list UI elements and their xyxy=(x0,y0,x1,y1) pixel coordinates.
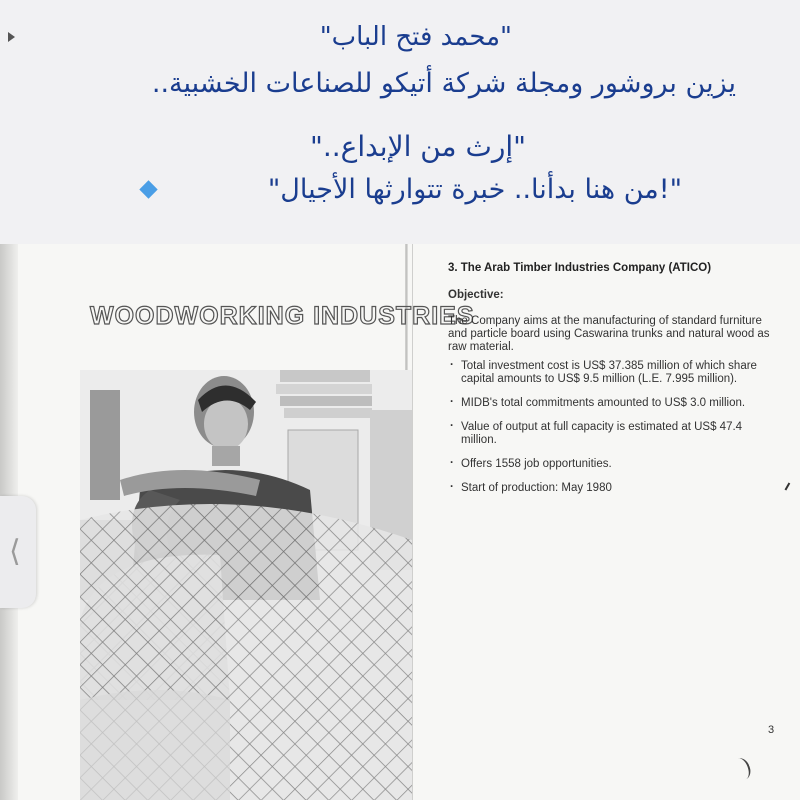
worker-photo xyxy=(80,370,412,800)
brochure-title: WOODWORKING INDUSTRIES xyxy=(90,302,475,330)
post-caption xyxy=(0,0,800,240)
facts-list xyxy=(448,360,778,495)
objective-paragraph: The Company aims at the manufacturing of standard furniture and particle board using Caswarina trunks and natural wood as raw material. xyxy=(448,315,770,353)
brochure-text-block xyxy=(448,262,778,506)
side-panel-handle[interactable] xyxy=(0,496,36,608)
corner-mark xyxy=(785,483,796,494)
caption-description: يزين بروشور ومجلة شركة أتيكو للصناعات الخشبية.. xyxy=(151,68,736,99)
objective-label: Objective: xyxy=(448,289,504,301)
caption-title: "محمد فتح الباب" xyxy=(319,22,512,52)
chevron-left-icon: ⟨ xyxy=(9,534,21,569)
play-arrow-icon[interactable] xyxy=(8,32,15,42)
company-heading: 3. The Arab Timber Industries Company (ATICO) xyxy=(448,262,712,274)
caption-slogan: "!من هنا بدأنا.. خبرة تتوارثها الأجيال" xyxy=(267,174,682,205)
list-item: · Offers 1558 job opportunities. xyxy=(448,458,778,471)
margin-mark: 3 xyxy=(768,724,775,736)
list-item: · Total investment cost is US$ 37.385 million of which share capital amounts to US$ 9.5 million (L.E. 7.995 million). xyxy=(448,360,778,386)
diamond-icon xyxy=(139,180,157,198)
list-item: · Value of output at full capacity is estimated at US$ 47.4 million. xyxy=(448,421,778,447)
caption-tagline: "إرث من الإبداع.." xyxy=(309,130,526,163)
list-item: · Start of production: May 1980 xyxy=(448,482,778,495)
list-item: · MIDB's total commitments amounted to US$ 3.0 million. xyxy=(448,397,778,410)
